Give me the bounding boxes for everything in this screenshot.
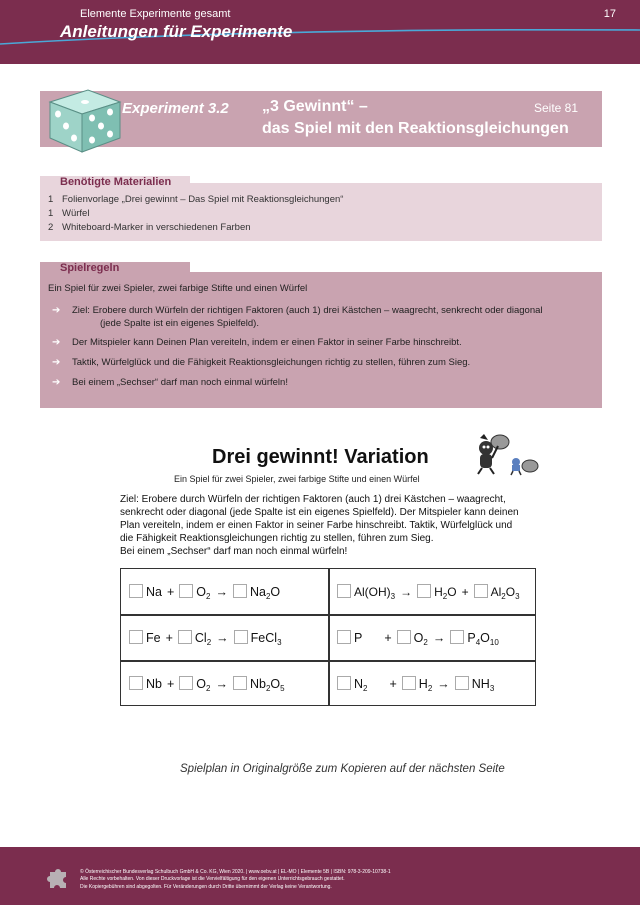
factor-box[interactable]	[129, 676, 143, 690]
material-qty: 1	[48, 194, 54, 205]
rules-intro: Ein Spiel für zwei Spieler, zwei farbige Stifte und einen Würfel	[48, 283, 308, 294]
header-band	[0, 0, 640, 64]
factor-box[interactable]	[455, 676, 469, 690]
experiment-page-ref: Seite 81	[534, 101, 579, 115]
arrow-right-icon: ➔	[52, 337, 61, 348]
variation-text-line: senkrecht oder diagonal (jede Spalte ist ein eigenes Spielfeld). Der Mitspieler kann deinen	[120, 507, 519, 518]
factor-box[interactable]	[417, 584, 431, 598]
equation-cell: $Al(OH)_3 \to H_2O + Al_2O_3$	[337, 582, 525, 602]
variation-text-line: Bei einem „Sechser“ darf man noch einmal würfeln!	[120, 546, 348, 557]
variation-text-line: die Fähigkeit Reaktionsgleichungen richtig zu stellen, führen zum Sieg.	[120, 533, 434, 544]
grid-divider	[121, 660, 535, 662]
rule-text: Bei einem „Sechser“ darf man noch einmal würfeln!	[72, 377, 288, 388]
arrow-right-icon: ➔	[52, 305, 61, 316]
experiment-title-line1: „3 Gewinnt“ –	[262, 98, 368, 115]
grid-caption: Spielplan in Originalgröße zum Kopieren auf der nächsten Seite	[180, 763, 505, 775]
grid-divider	[121, 614, 535, 616]
list-item	[48, 194, 343, 205]
factor-box[interactable]	[178, 630, 192, 644]
factor-box[interactable]	[402, 676, 416, 690]
material-qty: 1	[48, 208, 54, 219]
factor-box[interactable]	[234, 630, 248, 644]
header-subtitle: Elemente Experimente gesamt	[80, 8, 231, 20]
footer-copyright: © Österreichischer Bundesverlag Schulbuch GmbH & Co. KG, Wien 2020. | www.oebv.at | EL-MO | Elemente 5B | ISBN: 978-3-209-10738-1	[80, 869, 391, 875]
footer-disclaimer: Die Kopiergebühren sind abgegolten. Für Veränderungen durch Dritte übernimmt der Verlag keine Verantwortung.	[80, 884, 332, 890]
material-text: Würfel	[62, 208, 90, 219]
page-title: Anleitungen für Experimente	[60, 22, 293, 41]
arrow-right-icon: ➔	[52, 357, 61, 368]
materials-heading: Benötigte Materialien	[60, 176, 172, 188]
experiment-title-line2: das Spiel mit den Reaktionsgleichungen	[262, 120, 569, 137]
factor-box[interactable]	[450, 630, 464, 644]
material-text: Folienvorlage „Drei gewinnt – Das Spiel mit Reaktionsgleichungen“	[62, 194, 344, 205]
game-grid	[120, 568, 536, 706]
variation-text-line: Ziel: Erobere durch Würfeln der richtigen Faktoren (auch 1) drei Kästchen – waagrecht,	[120, 494, 506, 505]
factor-box[interactable]	[233, 584, 247, 598]
factor-box[interactable]	[129, 630, 143, 644]
list-item	[48, 208, 89, 219]
rule-text: Ziel: Erobere durch Würfeln der richtigen Faktoren (auch 1) drei Kästchen – waagrecht, senkrecht oder diagonal (jede Spalte ist ein eigenes Spielfeld).	[72, 305, 543, 329]
factor-box[interactable]	[179, 676, 193, 690]
factor-box[interactable]	[337, 676, 351, 690]
grid-divider	[328, 569, 330, 705]
equation-cell: $Na + O_2 \to Na_2O$	[129, 582, 285, 602]
factor-box[interactable]	[129, 584, 143, 598]
variation-title: Drei gewinnt! Variation	[212, 446, 429, 468]
rule-text: Der Mitspieler kann Deinen Plan vereiteln, indem er einen Faktor in seiner Farbe hinschreibt.	[72, 337, 462, 348]
variation-subtitle: Ein Spiel für zwei Spieler, zwei farbige Stifte und einen Würfel	[174, 474, 420, 484]
footer-rights: Alle Rechte vorbehalten. Von dieser Druckvorlage ist die Vervielfältigung für den eigenen Unterrichtsgebrauch gestattet.	[80, 876, 345, 882]
equation-cell: $Nb + O_2 \to Nb_2O_5$	[129, 674, 290, 694]
material-text: Whiteboard-Marker in verschiedenen Farben	[62, 222, 251, 233]
material-qty: 2	[48, 222, 54, 233]
factor-box[interactable]	[474, 584, 488, 598]
equation-cell: $P + O_2 \to P_4O_{10}$	[337, 628, 504, 648]
factor-box[interactable]	[233, 676, 247, 690]
arrow-right-icon: ➔	[52, 377, 61, 388]
variation-text-line: Plan vereiteln, indem er einen Faktor in seiner Farbe hinschreibt. Taktik, Würfelglück und	[120, 520, 513, 531]
list-item	[48, 222, 251, 233]
experiment-number: Experiment 3.2	[122, 100, 229, 117]
equation-cell: $Fe + Cl_2$ → FeCl$_3$	[129, 628, 287, 648]
factor-box[interactable]	[179, 584, 193, 598]
equation-cell: $N_2 + H_2 \to NH_3$	[337, 674, 499, 694]
factor-box[interactable]	[337, 630, 351, 644]
rule-text: Taktik, Würfelglück und die Fähigkeit Reaktionsgleichungen richtig zu stellen, führen zum Sieg.	[72, 357, 471, 368]
page-number: 17	[603, 8, 616, 20]
rules-heading-tab	[40, 262, 190, 277]
factor-box[interactable]	[337, 584, 351, 598]
dice-icon	[44, 80, 124, 156]
puzzle-piece-icon	[46, 866, 70, 890]
factor-box[interactable]	[397, 630, 411, 644]
cartoon-characters-icon	[470, 432, 540, 476]
rules-heading: Spielregeln	[60, 262, 120, 274]
materials-heading-tab	[40, 176, 190, 191]
